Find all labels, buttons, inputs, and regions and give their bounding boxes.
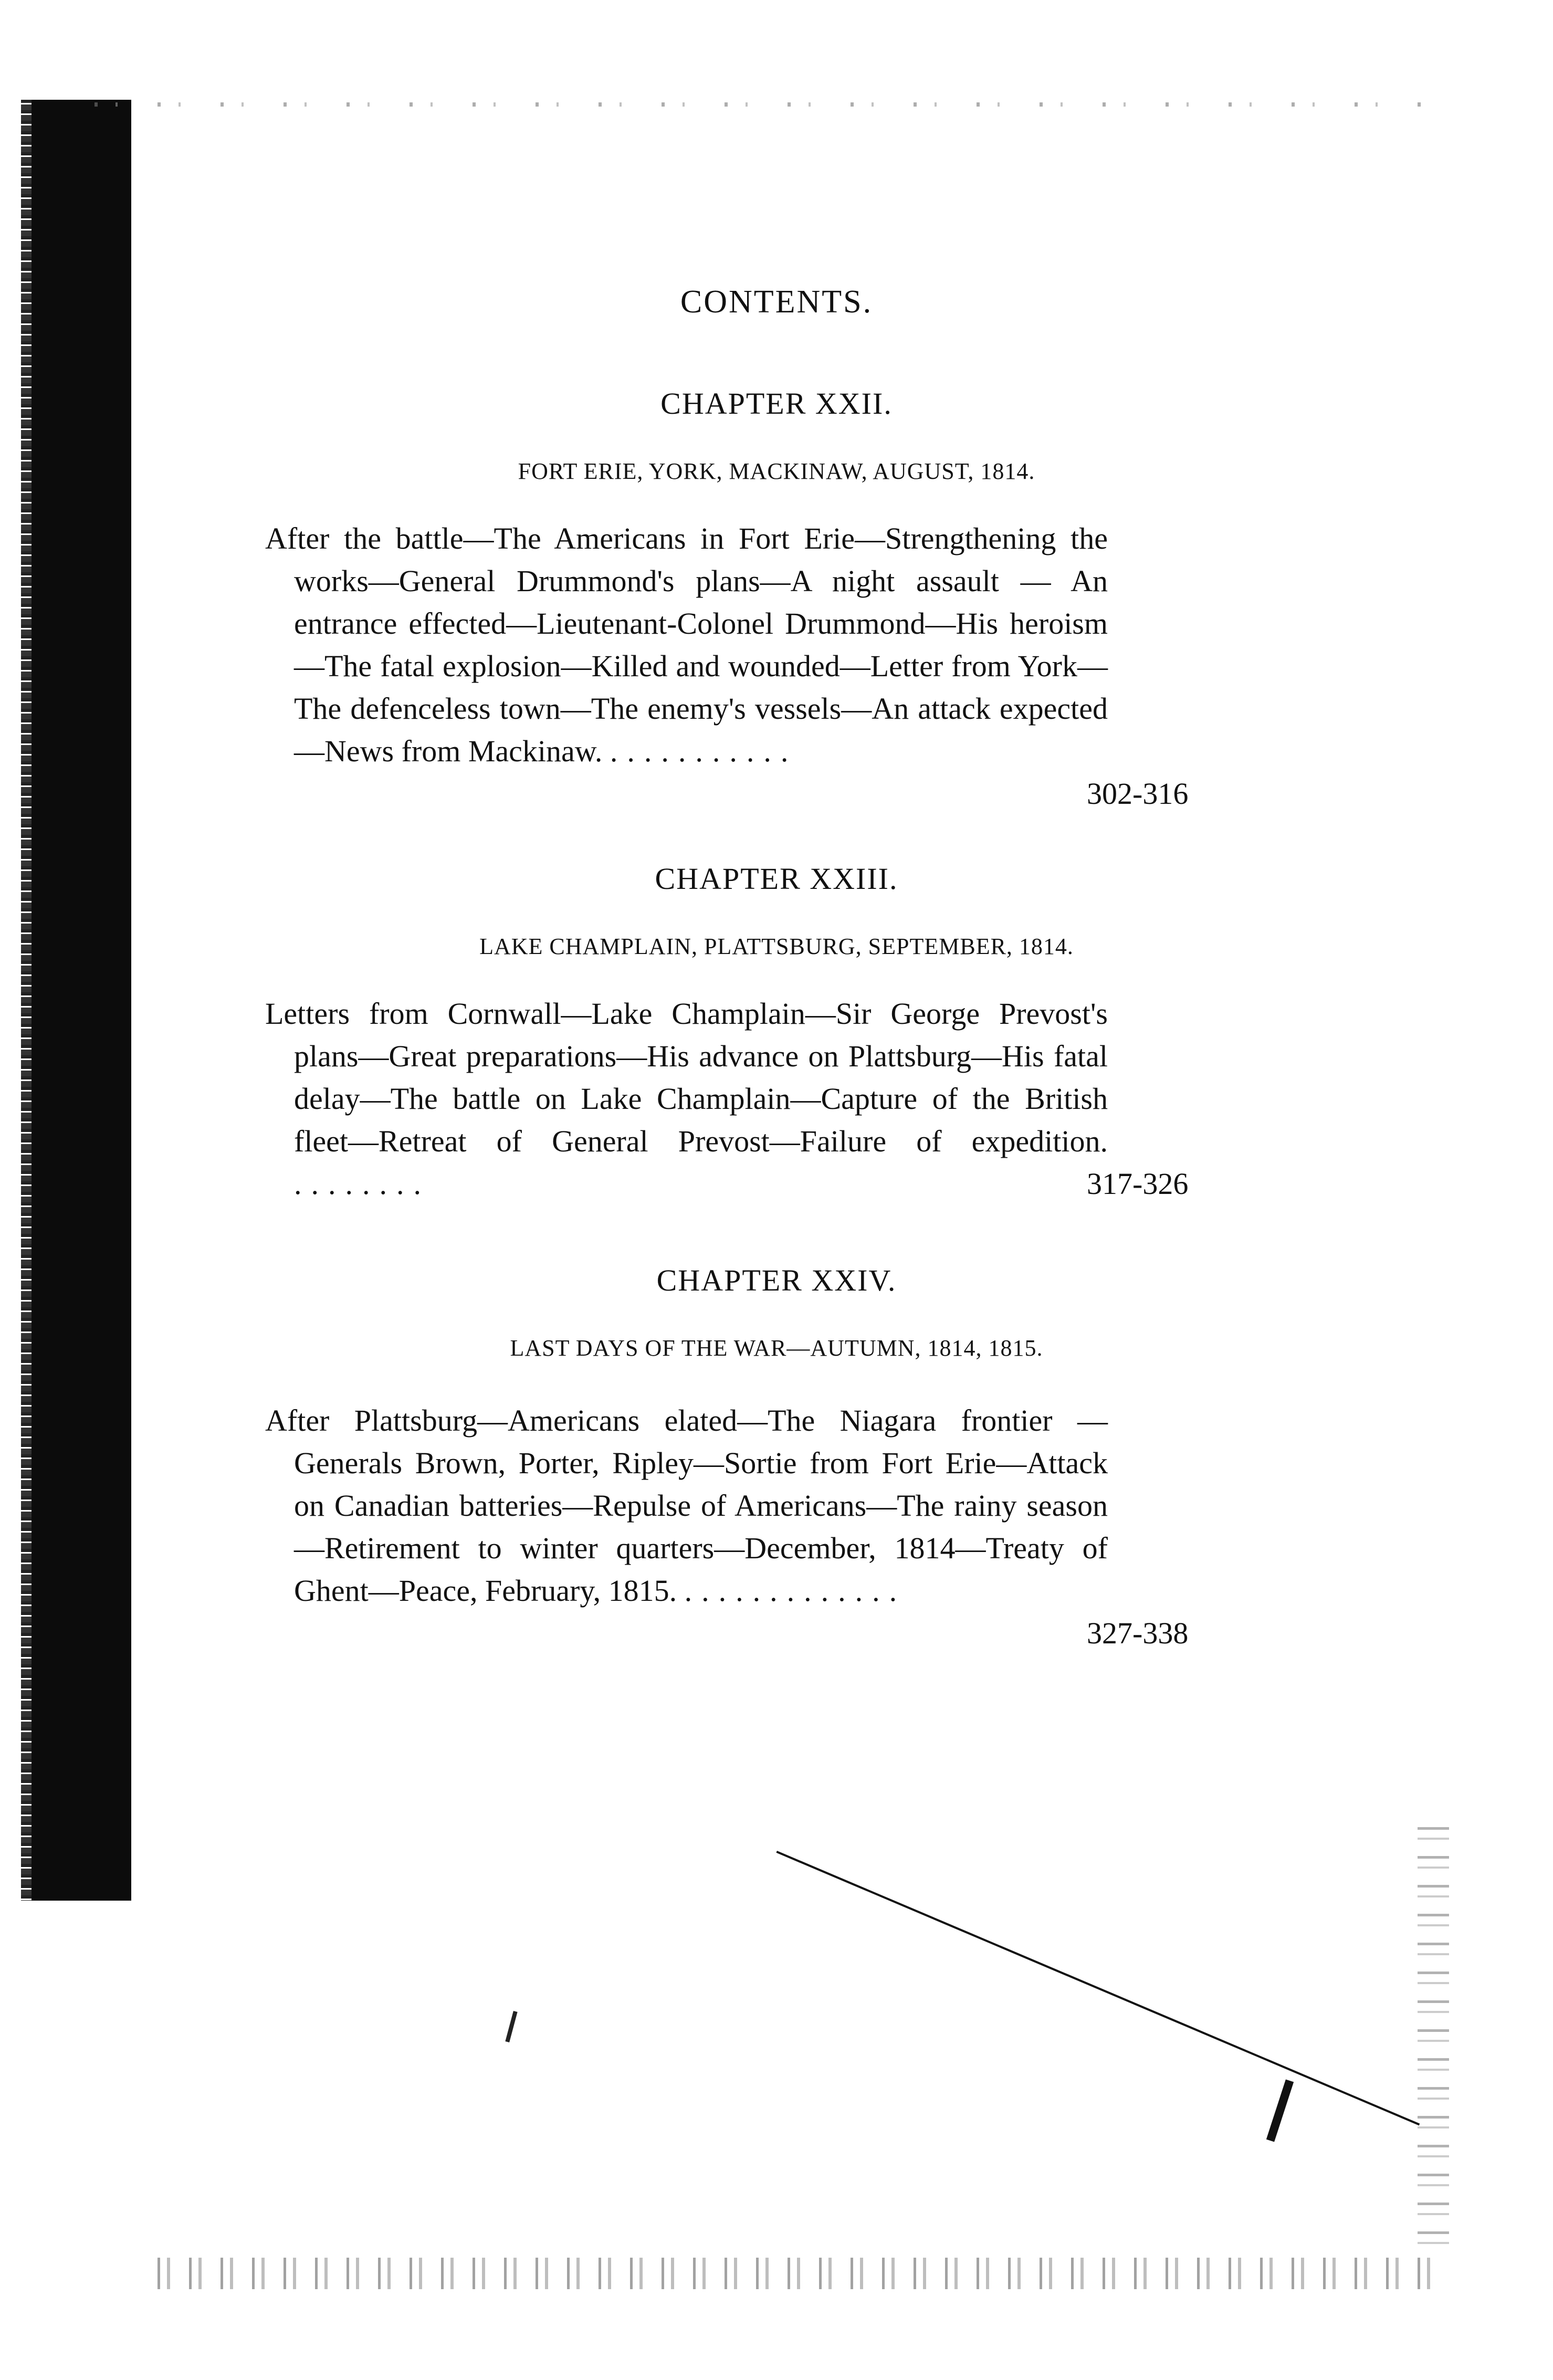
dot-leader: ............. <box>684 1574 907 1608</box>
page-right-edge <box>1418 1827 1449 2258</box>
chapter-22-header <box>0 386 1553 485</box>
chapter-22-synopsis <box>265 517 1108 772</box>
chapter-heading: CHAPTER XXIII. <box>655 862 898 896</box>
book-spine-shadow <box>32 100 131 1901</box>
dot-leader: ........ <box>294 1167 431 1201</box>
chapter-24-header <box>0 1263 1553 1361</box>
dot-leader: ........... <box>610 734 798 768</box>
chapter-23-synopsis <box>265 992 1108 1205</box>
chapter-subtitle: LAKE CHAMPLAIN, PLATTSBURG, SEPTEMBER, 1814. <box>479 934 1074 959</box>
chapter-heading: CHAPTER XXII. <box>660 386 893 421</box>
stray-ink-mark <box>505 2011 517 2042</box>
page-title: CONTENTS. <box>680 284 873 320</box>
chapter-heading: CHAPTER XXIV. <box>656 1263 897 1297</box>
stray-ink-mark <box>1266 2079 1294 2142</box>
chapter-24-synopsis <box>265 1399 1108 1612</box>
chapter-23-pages: 317-326 <box>1087 1167 1189 1201</box>
stray-pen-stroke <box>776 1851 1420 2125</box>
page-bottom-edge <box>158 2258 1439 2289</box>
synopsis-text: After Plattsburg—Americans elated—The Niagara frontier —Generals Brown, Porter, Ripley—Sortie from Fort Erie—Attack on Canadian batteries—Repulse of Americans—The rainy season—Retirement to winter quarters—December, 1814—Treaty of Ghent—Peace, February, 1815. <box>265 1403 1108 1608</box>
chapter-subtitle: LAST DAYS OF THE WAR—AUTUMN, 1814, 1815. <box>510 1335 1043 1361</box>
chapter-24-pages: 327-338 <box>1087 1616 1189 1650</box>
synopsis-text: After the battle—The Americans in Fort Erie—Strengthening the works—General Drummond's plans—A night assault — An entrance effected—Lieutenant-Colonel Drummond—His heroism—The fatal explosion—Killed and wounded—Letter from York—The defenceless town—The enemy's vessels—An attack expected—News from Mackinaw. <box>265 521 1108 768</box>
chapter-23-header <box>0 861 1553 960</box>
synopsis-text: Letters from Cornwall—Lake Champlain—Sir George Prevost's plans—Great preparations—His advance on Plattsburg—His fatal delay—The battle on Lake Champlain—Capture of the British fleet—Retreat of General Prevost—Failure of expedition. <box>265 997 1108 1158</box>
chapter-22-pages: 302-316 <box>1087 777 1189 811</box>
chapter-subtitle: FORT ERIE, YORK, MACKINAW, AUGUST, 1814. <box>518 458 1035 484</box>
page-top-edge <box>95 102 1439 107</box>
